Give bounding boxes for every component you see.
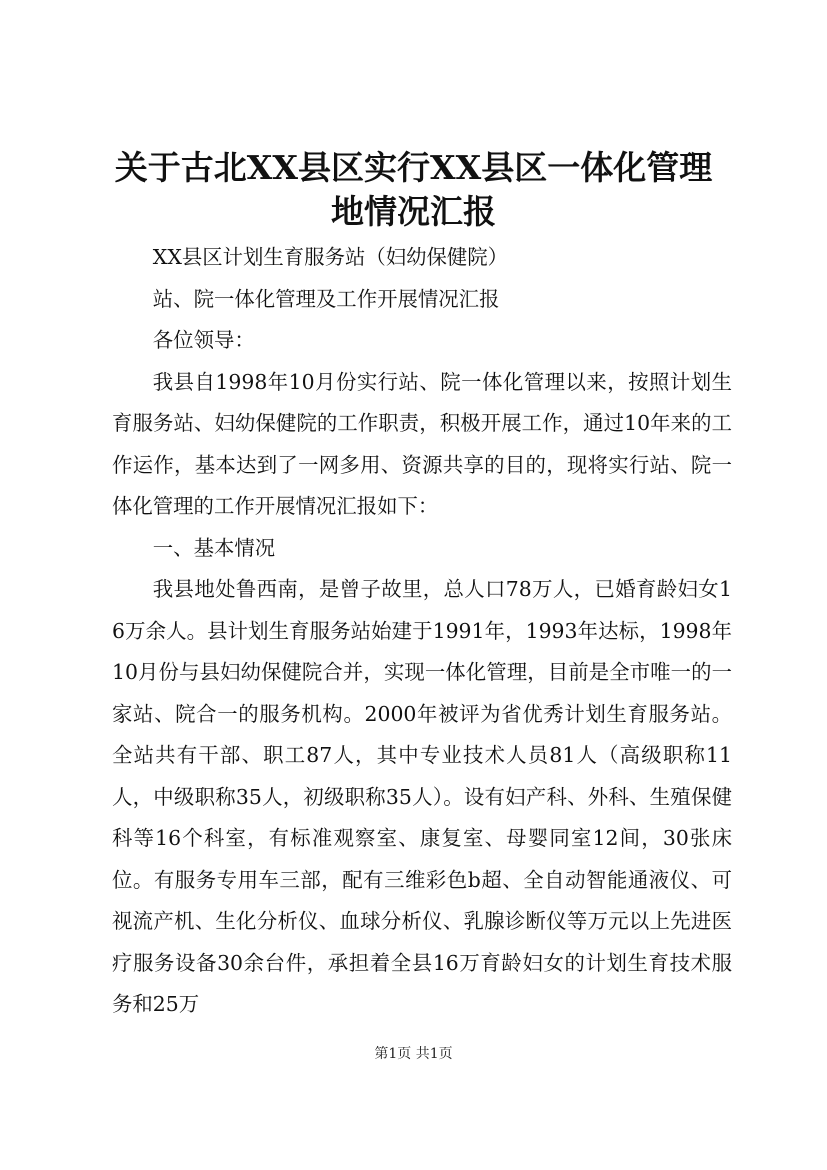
page-footer: 第1页 共1页 [374, 1046, 453, 1062]
body-paragraph: 站、院一体化管理及工作开展情况汇报 [152, 286, 500, 311]
body-paragraph: 我县地处鲁西南，是曾子故里，总人口78万人，已婚育龄妇女16万余人。县计划生育服务站始建于1991年，1993年达标，1998年10月份与县妇幼保健院合并，实现一体化管理，目前是全市唯一的一家站、院合一的服务机构。2000年被评为省优秀计划生育服务站。全站共有干部、职工87人，其中专业技术人员81人（高级职称11人，中级职称35人，初级职称35人）。设有妇产科、外科、生殖保健科等16个科室，有标准观察室、康复室、母婴同室12间，30张床位。有服务专用车三部，配有三维彩色b超、全自动智能通液仪、可视流产机、生化分析仪、血球分析仪、乳腺诊断仪等万元以上先进医疗服务设备30余台件，承担着全县16万育龄妇女的计划生育技术服务和25万 [112, 577, 732, 1016]
body-paragraph: 一、基本情况 [152, 535, 276, 560]
document-title: 关于古北XX县区实行XX县区一体化管理地情况汇报 [114, 148, 713, 231]
body-paragraph: 各位领导： [152, 328, 255, 352]
body-paragraph: 我县自1998年10月份实行站、院一体化管理以来，按照计划生育服务站、妇幼保健院的工作职责，积极开展工作，通过10年来的工作运作，基本达到了一网多用、资源共享的目的，现将实行站、院一体化管理的工作开展情况汇报如下： [112, 369, 732, 518]
document-body [112, 237, 732, 1026]
body-paragraph: XX县区计划生育服务站（妇幼保健院） [152, 245, 509, 269]
